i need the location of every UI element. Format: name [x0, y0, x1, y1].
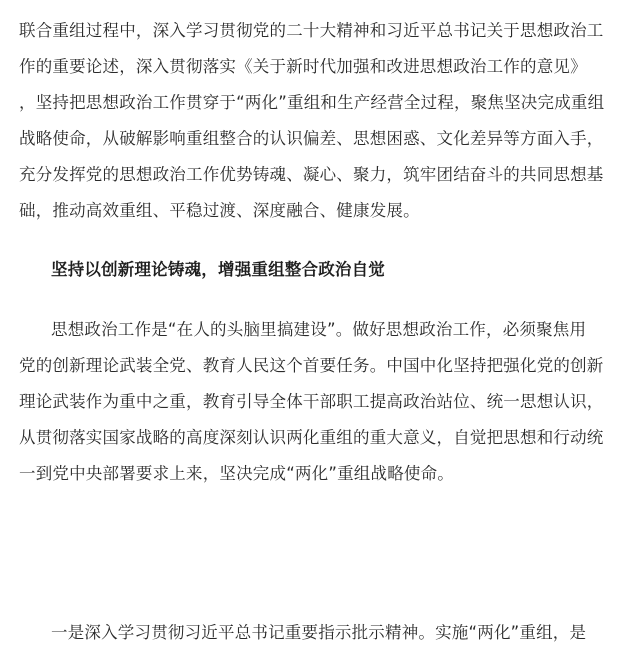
paragraph-line: 一到党中央部署要求上来，坚决完成“两化”重组战略使命。 [19, 464, 454, 483]
paragraph-line: 联合重组过程中，深入学习贯彻党的二十大精神和习近平总书记关于思想政治工 [19, 21, 604, 40]
paragraph-line: 一是深入学习贯彻习近平总书记重要指示批示精神。实施“两化”重组，是 [51, 623, 587, 642]
paragraph-line: 充分发挥党的思想政治工作优势铸魂、凝心、聚力，筑牢团结奋斗的共同思想基 [19, 165, 604, 184]
paragraph-line: 战略使命，从破解影响重组整合的认识偏差、思想困惑、文化差异等方面入手， [19, 129, 604, 148]
paragraph-line: ，坚持把思想政治工作贯穿于“两化”重组和生产经营全过程，聚焦坚决完成重组 [19, 93, 605, 112]
paragraph-line: 党的创新理论武装全党、教育人民这个首要任务。中国中化坚持把强化党的创新 [19, 356, 604, 375]
paragraph-line: 作的重要论述，深入贯彻落实《关于新时代加强和改进思想政治工作的意见》 [19, 57, 587, 76]
paragraph-line: 础，推动高效重组、平稳过渡、深度融合、健康发展。 [19, 201, 420, 220]
paragraph-line: 思想政治工作是“在人的头脑里搞建设”。做好思想政治工作，必须聚焦用 [51, 320, 587, 339]
paragraph-line: 理论武装作为重中之重，教育引导全体干部职工提高政治站位、统一思想认识， [19, 392, 604, 411]
paragraph-line: 从贯彻落实国家战略的高度深刻认识两化重组的重大意义，自觉把思想和行动统 [19, 428, 604, 447]
section-heading: 坚持以创新理论铸魂，增强重组整合政治自觉 [51, 260, 385, 279]
